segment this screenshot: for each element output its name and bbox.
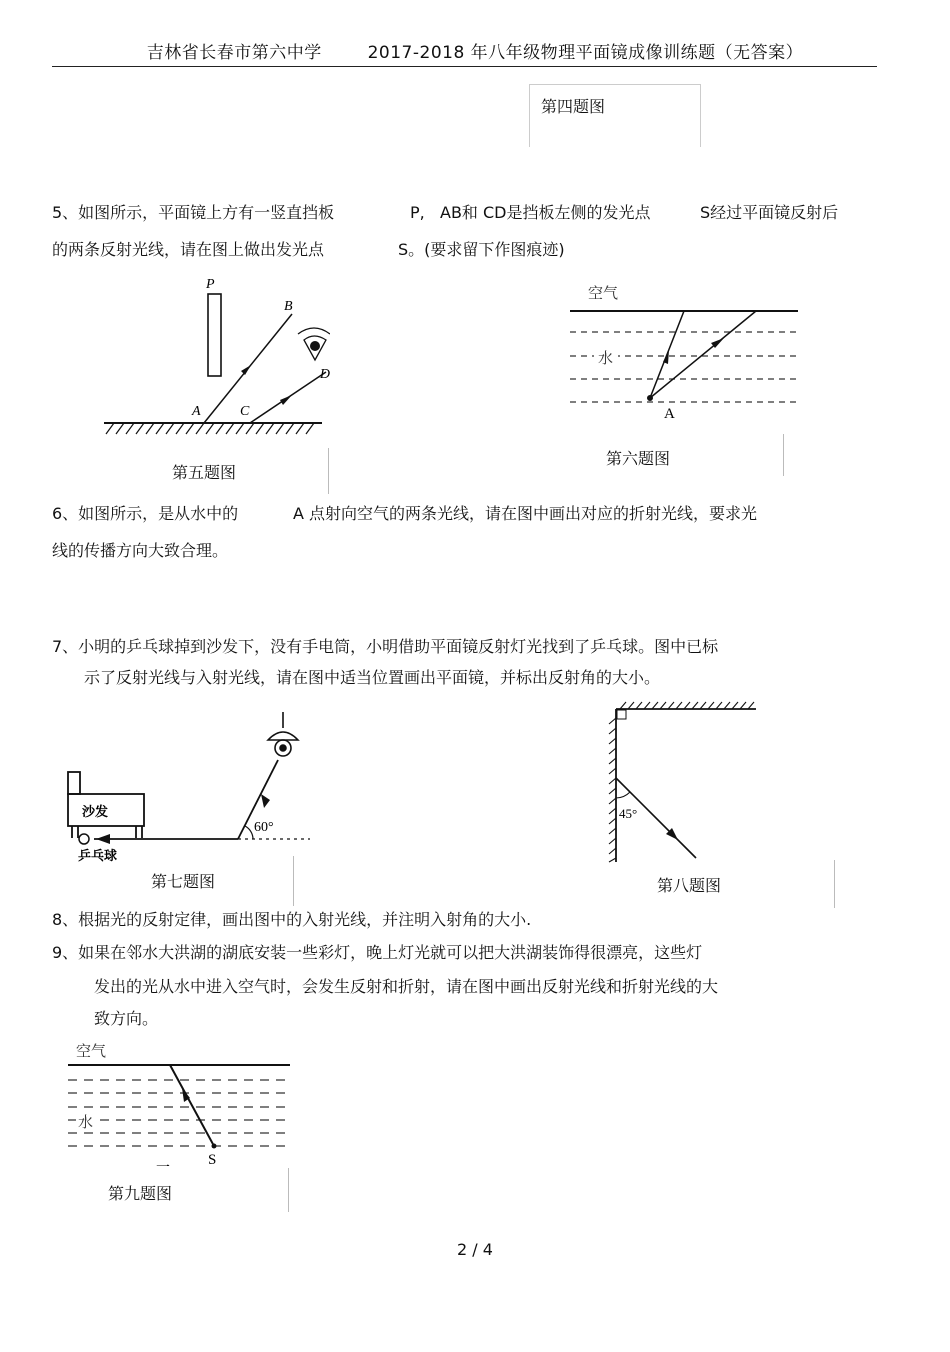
q5-line1-a: 5、如图所示，平面镜上方有一竖直挡板 [52,203,335,222]
q6-line1-b: A 点射向空气的两条光线，请在图中画出对应的折射光线，要求光 [293,504,758,523]
fig7-lamp-icon [268,712,298,756]
fig5-label-b: B [284,299,293,314]
fig5-arrow-cd [280,395,292,405]
fig7-label-angle: 60° [254,820,274,835]
fig6-ray-2 [650,311,756,398]
fig6-diagram [566,278,802,428]
header-title: 2017-2018 年八年级物理平面镜成像训练题（无答案） [367,43,804,63]
fig6-caption: 第六题图 [606,449,671,468]
q5-line1-d: S经过平面镜反射后 [700,203,839,222]
q6-line1-a: 6、如图所示，是从水中的 [52,504,239,523]
fig7-ball [79,834,89,844]
fig6-water-lines [570,332,798,402]
fig5-label-p: P [206,277,215,292]
header-rule [52,66,877,67]
q9-line3: 致方向。 [94,1009,159,1028]
fig8-diagram [606,700,762,866]
header-school: 吉林省长春市第六中学 [146,43,322,63]
q5-line1-b: P, [410,203,425,222]
fig5-mirror-hatch [106,423,314,434]
q8-text: 8、根据光的反射定律，画出图中的入射光线，并注明入射角的大小. [52,910,532,929]
fig6-label-a: A [664,406,675,422]
page-number: 2 / 4 [457,1240,493,1259]
fig6-label-air: 空气 [588,284,619,302]
q9-line2: 发出的光从水中进入空气时，会发生反射和折射，请在图中画出反射光线和折射光线的大 [94,977,719,996]
fig5-label-a: A [192,404,201,419]
fig9-point-s [212,1144,217,1149]
q5-line2-a: 的两条反射光线，请在图上做出发光点 [52,240,325,259]
q9-line1: 9、如果在邻水大洪湖的湖底安装一些彩灯，晚上灯光就可以把大洪湖装饰得很漂亮，这些灯 [52,943,703,962]
fig5-board [208,294,221,376]
fig7-arrow-reflected [96,834,110,844]
q7-line1: 7、小明的乒乓球掉到沙发下，没有手电筒，小明借助平面镜反射灯光找到了乒乓球。图中已标 [52,637,719,656]
fig7-caption: 第七题图 [151,872,216,891]
fig9-ray [170,1065,214,1146]
fig7-angle-arc [245,826,253,839]
q6-line2: 线的传播方向大致合理。 [52,541,229,560]
fig8-caption: 第八题图 [657,876,722,895]
fig9-water-lines [68,1080,286,1146]
fig6-point-a [647,395,653,401]
fig8-angle-arc [616,792,630,798]
fig8-right-angle [617,710,626,719]
fig9-caption: 第九题图 [108,1184,173,1203]
fig5-label-c: C [240,404,250,419]
fig7-label-sofa: 沙发 [82,805,109,820]
fig8-label-angle: 45° [619,806,638,821]
fig9-label-s: S [208,1152,217,1168]
fig8-top-hatch [620,702,754,709]
q5-line2-b: S。(要求留下作图痕迹) [398,240,565,259]
fig6-label-water: 水 [598,349,614,367]
fig6-arrow-1 [663,350,669,364]
fig9-label-water: 水 [78,1113,94,1131]
page-header [0,38,950,63]
fig8-left-hatch [609,718,616,862]
q5-line1-c: AB和 CD是挡板左侧的发光点 [440,203,651,222]
fig5-diagram [100,272,330,442]
fig9-diagram [64,1036,294,1172]
fig7-arrow-incident [261,794,270,808]
fig5-label-d: D [319,367,330,382]
fig7-diagram [58,708,312,868]
fig5-arrow-ab [241,365,251,375]
fig5-eye-icon [298,328,330,360]
fig4-caption: 第四题图 [541,97,606,116]
fig7-label-ball: 乒乓球 [78,849,118,864]
fig9-dash: 一 [156,1160,170,1172]
fig9-label-air: 空气 [76,1042,107,1060]
q7-line2: 示了反射光线与入射光线，请在图中适当位置画出平面镜，并标出反射角的大小。 [84,668,661,687]
fig5-caption: 第五题图 [172,463,237,482]
